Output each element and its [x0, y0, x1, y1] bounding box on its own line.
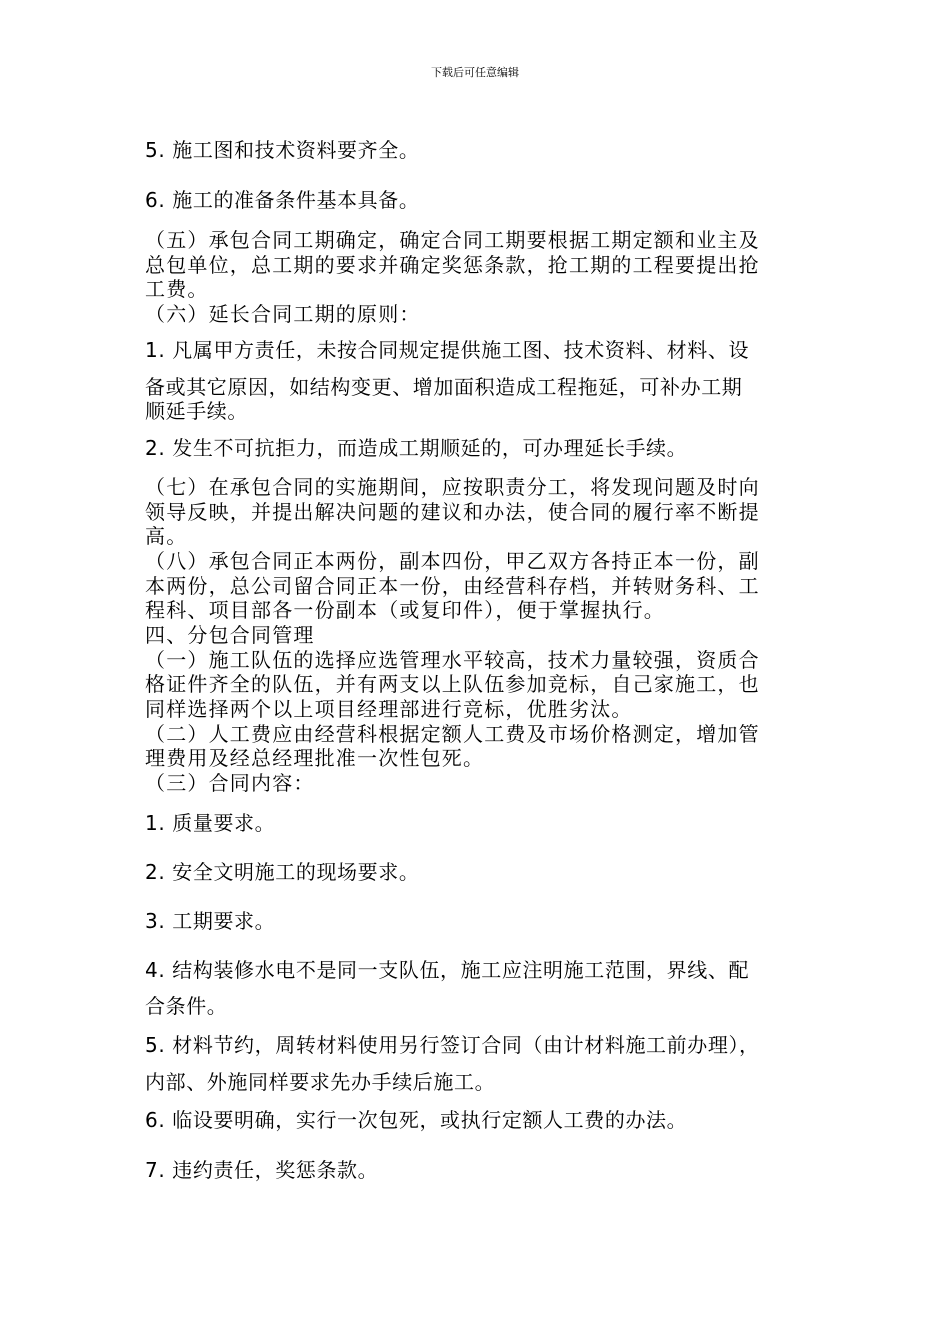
text-line: 5. 材料节约，周转材料使用另行签订合同（由计材料施工前办理），: [145, 1033, 760, 1057]
text-line: 高。: [145, 524, 188, 548]
text-line: （二）人工费应由经营科根据定额人工费及市场价格测定，增加管: [145, 722, 760, 746]
text-line: 2. 安全文明施工的现场要求。: [145, 860, 420, 884]
text-line: 内部、外施同样要求先办手续后施工。: [145, 1070, 496, 1094]
text-line: 3. 工期要求。: [145, 909, 276, 933]
text-line: （三）合同内容：: [145, 771, 315, 795]
text-line: 5. 施工图和技术资料要齐全。: [145, 138, 420, 162]
text-line: 合条件。: [145, 994, 228, 1018]
text-line: （六）延长合同工期的原则：: [145, 302, 421, 326]
text-line: 4. 结构装修水电不是同一支队伍，施工应注明施工范围，界线、配: [145, 958, 750, 982]
page-header: 下载后可任意编辑: [431, 66, 519, 79]
text-line: 7. 违约责任，奖惩条款。: [145, 1158, 379, 1182]
text-line: 同样选择两个以上项目经理部进行竞标，优胜劣汰。: [145, 697, 633, 721]
text-line: 领导反映，并提出解决问题的建议和办法，使合同的履行率不断提: [145, 500, 760, 524]
text-line: （八）承包合同正本两份，副本四份，甲乙双方各持正本一份，副: [145, 549, 760, 573]
text-line: 总包单位，总工期的要求并确定奖惩条款，抢工期的工程要提出抢: [145, 253, 760, 277]
text-line: 格证件齐全的队伍，并有两支以上队伍参加竞标，自己家施工，也: [145, 672, 760, 696]
text-line: 本两份，总公司留合同正本一份，由经营科存档，并转财务科、工: [145, 574, 760, 598]
text-line: 工费。: [145, 277, 209, 301]
text-line: （五）承包合同工期确定，确定合同工期要根据工期定额和业主及: [145, 228, 760, 252]
text-line: 备或其它原因，如结构变更、增加面积造成工程拖延，可补办工期: [145, 375, 743, 399]
text-line: 6. 施工的准备条件基本具备。: [145, 188, 420, 212]
text-line: （七）在承包合同的实施期间，应按职责分工，将发现问题及时向: [145, 475, 760, 499]
text-line: （一）施工队伍的选择应选管理水平较高，技术力量较强，资质合: [145, 648, 760, 672]
text-line: 1. 质量要求。: [145, 811, 276, 835]
text-line: 理费用及经总经理批准一次性包死。: [145, 746, 485, 770]
text-line: 程科、项目部各一份副本（或复印件），便于掌握执行。: [145, 598, 665, 622]
text-line: 6. 临设要明确，实行一次包死，或执行定额人工费的办法。: [145, 1108, 688, 1132]
text-line: 2. 发生不可抗拒力，而造成工期顺延的，可办理延长手续。: [145, 436, 688, 460]
text-line: 顺延手续。: [145, 399, 248, 423]
section-heading: 四、分包合同管理: [145, 623, 315, 647]
text-line: 1. 凡属甲方责任，未按合同规定提供施工图、技术资料、材料、设: [145, 338, 750, 362]
